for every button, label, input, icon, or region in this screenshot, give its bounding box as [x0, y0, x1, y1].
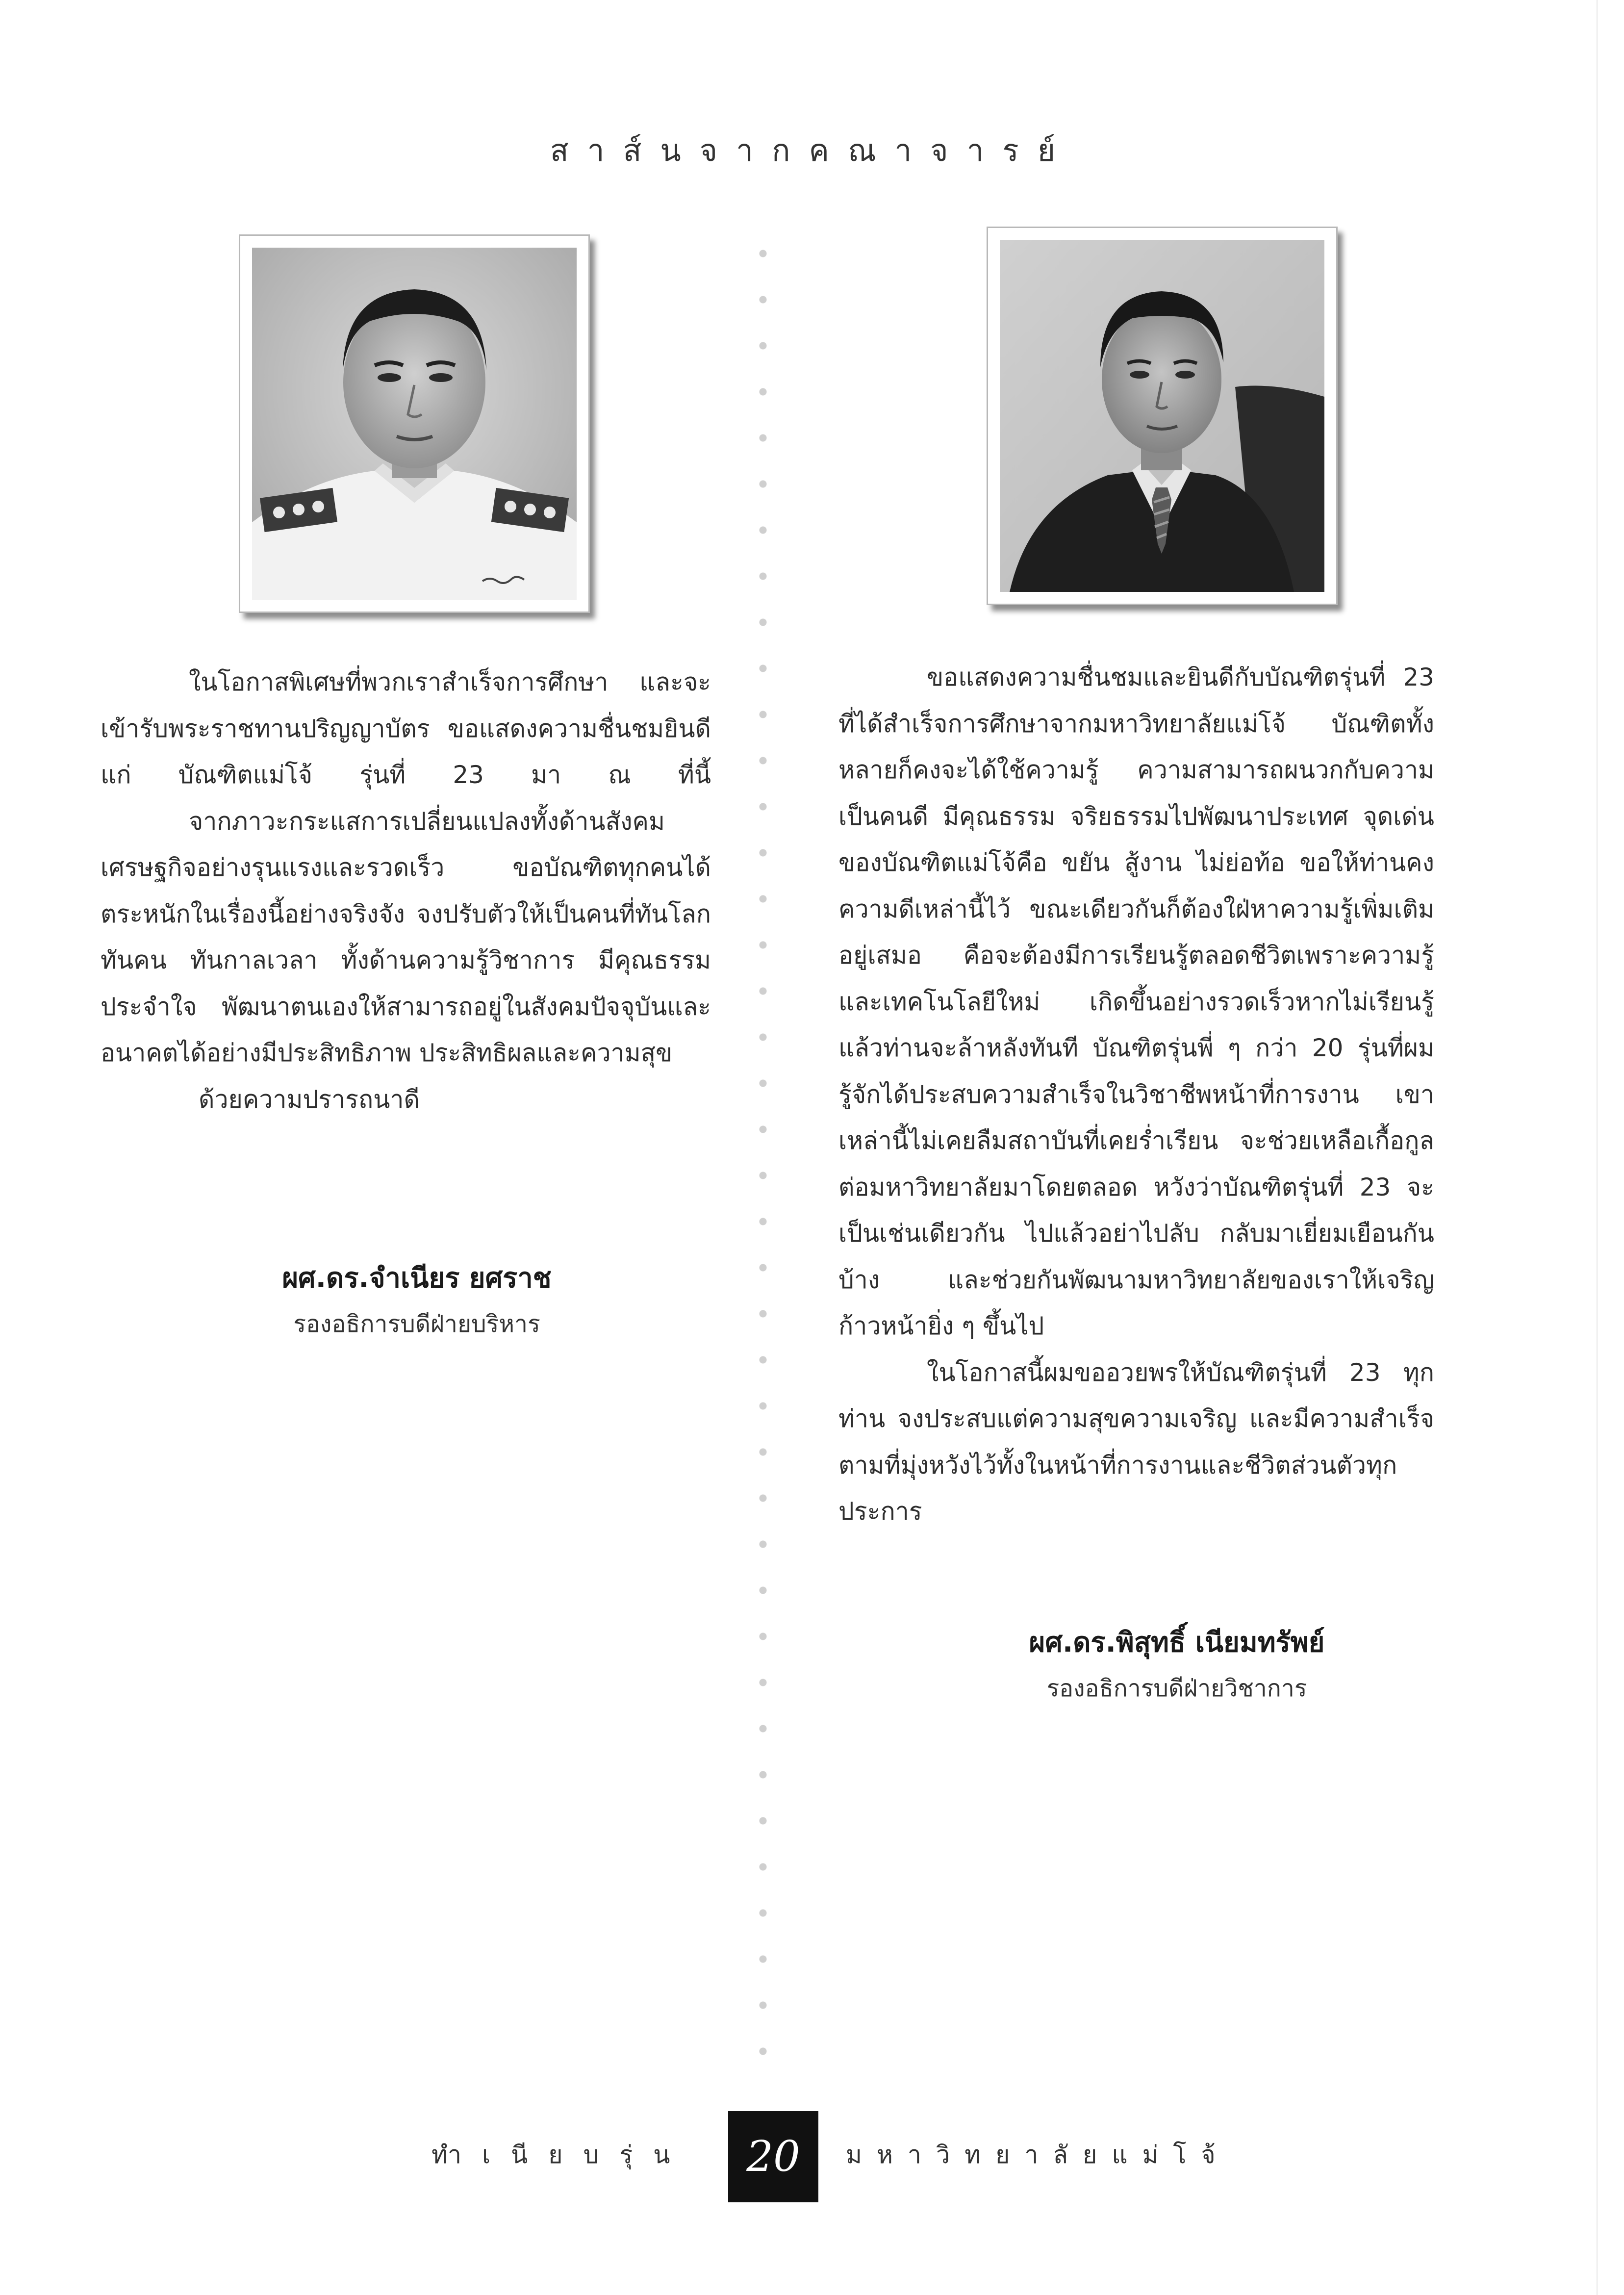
right-paragraph-1: ขอแสดงความชื่นชมและยินดีกับบัณฑิตรุ่นที่ 23 ที่ได้สำเร็จการศึกษาจากมหาวิทยาลัยแม่โจ้ บัณฑิตทั้งหลายก็คงจะได้ใช้ความรู้ ความสามารถผนวกกับความเป็นคนดี มีคุณธรรม จริยธรรมไปพัฒนาประเทศ จุดเด่นของบัณฑิตแม่โจ้คือ ขยัน สู้งาน ไม่ย่อท้อ ขอให้ท่านคงความดีเหล่านี้ไว้ ขณะเดียวกันก็ต้องใฝ่หาความรู้เพิ่มเติมอยู่เสมอ คือจะต้องมีการเรียนรู้ตลอดชีวิตเพราะความรู้ และเทคโนโลยีใหม่ เกิดขึ้นอย่างรวดเร็วหากไม่เรียนรู้แล้วท่านจะล้าหลังทันที บัณฑิตรุ่นพี่ ๆ กว่า 20 รุ่นที่ผมรู้จักได้ประสบความสำเร็จในวิชาชีพหน้าที่การงาน เขาเหล่านี้ไม่เคยลืมสถาบันที่เคยร่ำเรียน จะช่วยเหลือเกื้อกูลต่อมหาวิทยาลัยมาโดยตลอด หวังว่าบัณฑิตรุ่นที่ 23 จะเป็นเช่นเดียวกัน ไปแล้วอย่าไปลับ กลับมาเยี่ยมเยือนกันบ้าง และช่วยกันพัฒนามหาวิทยาลัยของเราให้เจริญก้าวหน้ายิ่ง ๆ ขึ้นไป — [838, 663, 1434, 1340]
portrait-image — [1000, 240, 1324, 592]
page-header: สาส์นจากคณาจารย์ — [550, 132, 1074, 168]
right-paragraph-2: ในโอกาสนี้ผมขออวยพรให้บัณฑิตรุ่นที่ 23 ทุกท่าน จงประสบแต่ความสุขความเจริญ และมีความสำเร็จตามที่มุ่งหวังไว้ทั้งในหน้าที่การงานและชีวิตส่วนตัวทุกประการ — [838, 1358, 1434, 1526]
page-edge-line — [1597, 0, 1598, 2295]
footer-right-text: มหาวิทยาลัยแม่โจ้ — [846, 2141, 1230, 2169]
right-column-text — [838, 654, 1434, 1535]
left-signer-name: ผศ.ดร.จำเนียร ยศราช — [282, 1262, 552, 1294]
portrait-image — [252, 248, 577, 600]
page-number: 20 — [728, 2111, 818, 2202]
left-paragraph-2: จากภาวะกระแสการเปลี่ยนแปลงทั้งด้านสังคมเศรษฐกิจอย่างรุนแรงและรวดเร็ว ขอบัณฑิตทุกคนได้ตระหนักในเรื่องนี้อย่างจริงจัง จงปรับตัวให้เป็นคนที่ทันโลก ทันคน ทันกาลเวลา ทั้งด้านความรู้วิชาการ มีคุณธรรมประจำใจ พัฒนาตนเองให้สามารถอยู่ในสังคมปัจจุบันและอนาคตได้อย่างมีประสิทธิภาพ ประสิทธิผลและความสุข — [101, 807, 711, 1067]
right-signature — [858, 1621, 1496, 1712]
left-paragraph-1: ในโอกาสพิเศษที่พวกเราสำเร็จการศึกษา และจะเข้ารับพระราชทานปริญญาบัตร ขอแสดงความชื่นชมยินดีแก่ บัณฑิตแม่โจ้ รุ่นที่ 23 มา ณ ที่นี้ — [101, 668, 711, 789]
photo-right-portrait — [987, 227, 1338, 605]
column-divider — [759, 230, 767, 2069]
footer-left-text: ทำเนียบรุ่น — [431, 2141, 691, 2169]
left-signature — [196, 1256, 637, 1348]
right-signer-name: ผศ.ดร.พิสุทธิ์ เนียมทรัพย์ — [1029, 1627, 1325, 1658]
left-column-text — [101, 659, 711, 1122]
left-signer-title: รองอธิการบดีฝ่ายบริหาร — [293, 1310, 540, 1338]
photo-left-portrait — [239, 234, 590, 613]
right-signer-title: รองอธิการบดีฝ่ายวิชาการ — [1046, 1675, 1307, 1702]
left-closing: ด้วยความปรารถนาดี — [199, 1085, 420, 1114]
